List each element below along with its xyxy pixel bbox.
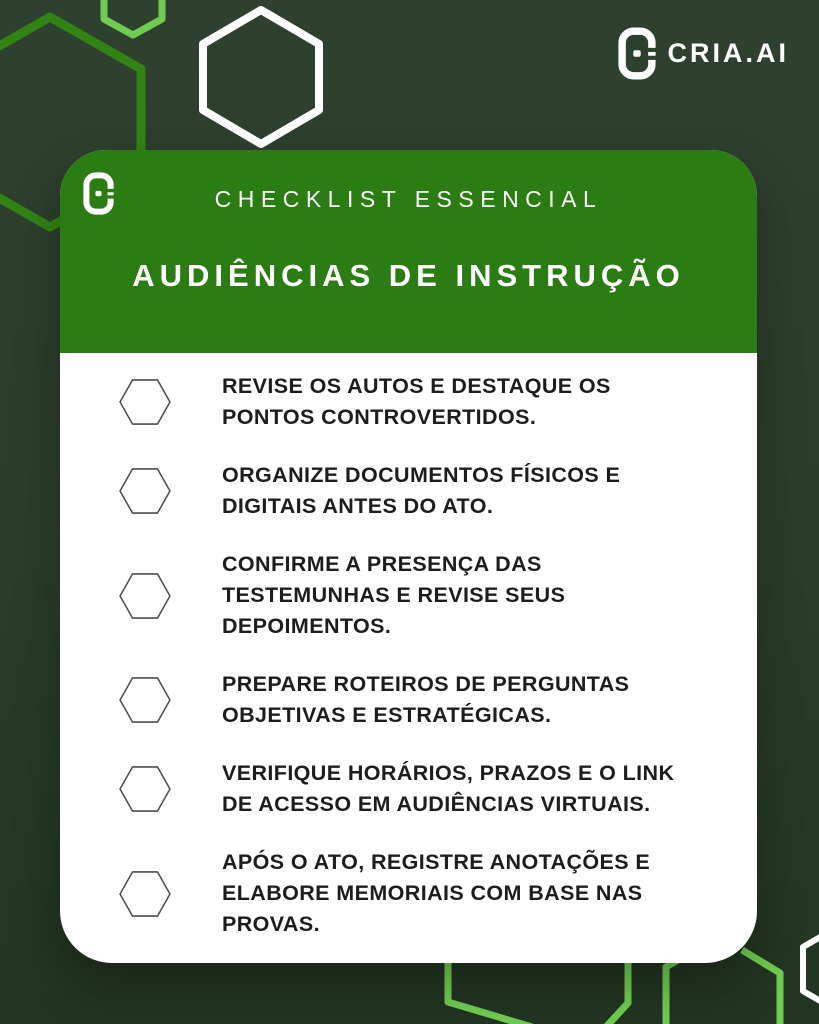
hexagon-decoration-white [203,10,319,144]
hexagon-decoration-small-green [104,0,162,35]
checklist-item-text [222,460,620,522]
checklist-item [118,669,757,731]
hexagon-checkbox[interactable] [118,870,172,918]
card-title: AUDIÊNCIAS DE INSTRUÇÃO [132,258,685,293]
card-eyebrow: CHECKLIST ESSENCIAL [214,186,603,212]
checklist-item-text [222,669,629,731]
hexagon-checkbox[interactable] [118,467,172,515]
checklist-item-text [222,549,565,642]
checklist-item-line: TESTEMUNHAS E REVISE SEUS [222,583,566,607]
hexagon-checkbox[interactable] [118,378,172,426]
checklist-item-line: ORGANIZE DOCUMENTOS FÍSICOS E [222,463,621,487]
brand-name: CRIA.AI [667,38,789,68]
checklist-item-line: APÓS O ATO, REGISTRE ANOTAÇÕES E [222,850,651,874]
card-body [60,353,757,940]
hexagon-checkbox[interactable] [118,676,172,724]
checklist-item-text [222,758,674,820]
checklist-item-line: DEPOIMENTOS. [222,614,392,638]
checklist-item [118,371,757,433]
checklist-item-text [222,847,650,940]
card-header [60,150,757,353]
checklist-item-line: PONTOS CONTROVERTIDOS. [222,405,537,429]
checklist-item [118,758,757,820]
checklist-item-line: OBJETIVAS E ESTRATÉGICAS. [222,703,552,727]
checklist-item-line: REVISE OS AUTOS E DESTAQUE OS [222,374,611,398]
hexagon-decoration-white-small [803,925,819,1013]
circuit-line-4 [742,950,780,1024]
hexagon-checkbox[interactable] [118,765,172,813]
checklist-item-text [222,371,611,433]
checklist-item [118,460,757,522]
checklist-item [118,847,757,940]
checklist-item [118,549,757,642]
cria-badge-icon [83,172,114,215]
checklist-item-line: PROVAS. [222,912,320,936]
checklist-item-line: DIGITAIS ANTES DO ATO. [222,494,494,518]
checklist-card [60,150,757,963]
brand-logo [618,27,790,80]
checklist-item-line: ELABORE MEMORIAIS COM BASE NAS [222,881,643,905]
checklist-item-line: VERIFIQUE HORÁRIOS, PRAZOS E O LINK [222,761,675,785]
checklist-item-line: PREPARE ROTEIROS DE PERGUNTAS [222,672,630,696]
checklist-item-line: CONFIRME A PRESENÇA DAS [222,552,542,576]
cria-badge-icon [618,27,656,80]
checklist [118,371,757,940]
checklist-item-line: DE ACESSO EM AUDIÊNCIAS VIRTUAIS. [222,792,651,816]
hexagon-checkbox[interactable] [118,572,172,620]
circuit-line-3 [666,953,690,1024]
